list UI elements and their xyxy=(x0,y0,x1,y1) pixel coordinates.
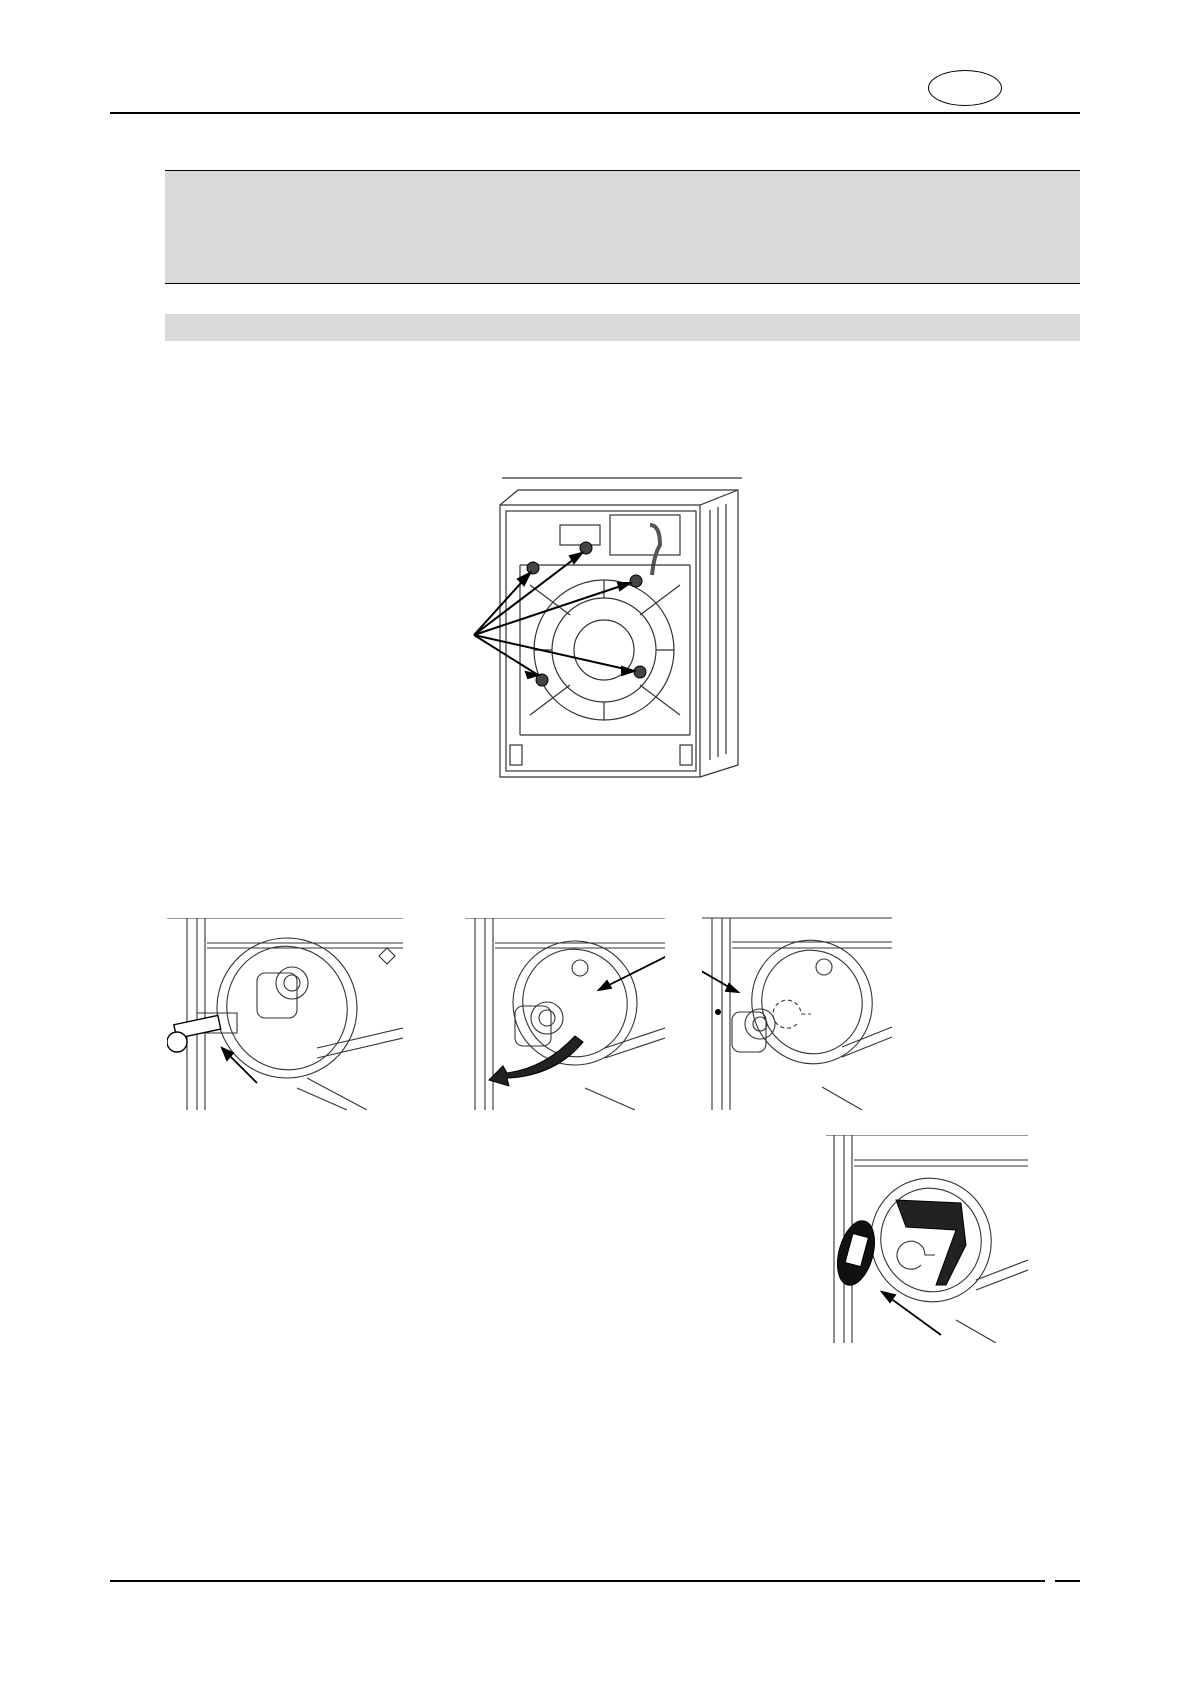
language-badge xyxy=(928,70,1002,106)
machine-rear-figure xyxy=(460,475,750,780)
header-rule xyxy=(110,112,1080,114)
section-heading-bar xyxy=(165,314,1080,341)
insert-cover-cap-icon xyxy=(826,1135,1028,1343)
washing-machine-rear-icon xyxy=(460,475,750,780)
bracket-released-icon xyxy=(702,912,892,1110)
footer-page-rule xyxy=(1055,1580,1080,1582)
warning-box xyxy=(165,170,1080,284)
rotate-bracket-icon xyxy=(465,918,665,1110)
step2-figure xyxy=(465,918,665,1110)
transport-bolt-icon xyxy=(167,918,403,1110)
footer-rule xyxy=(110,1580,1045,1582)
step1-figure xyxy=(167,918,403,1110)
step4-figure xyxy=(826,1135,1028,1343)
step3-figure xyxy=(702,912,892,1110)
